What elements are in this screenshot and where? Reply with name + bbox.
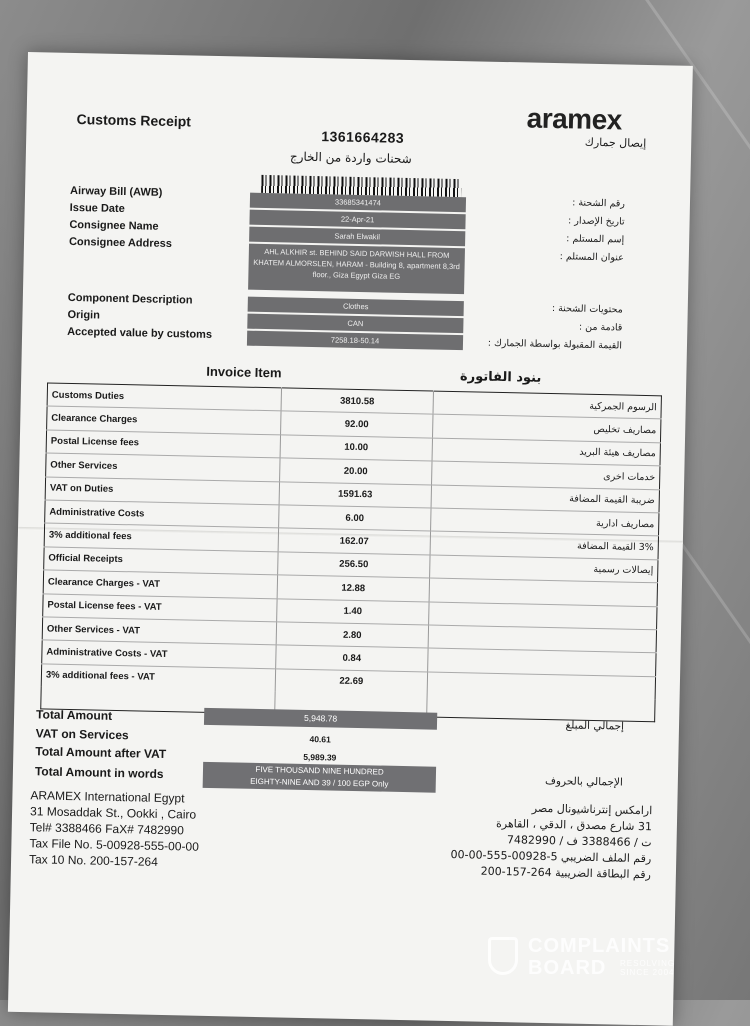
item-value: 0.84: [276, 645, 428, 672]
footer-line: Tax File No. 5-00928-555-00-00: [29, 836, 199, 854]
item-value: 256.50: [278, 552, 430, 579]
footer-line: Tel# 3388466 FaX# 7482990: [29, 820, 185, 838]
footer-line-ar: 31 شارع مصدق ، الدقي ، القاهرة: [495, 816, 653, 834]
item-value: 22.69: [339, 676, 364, 688]
invoice-heading-ar: بنود الفاتورة: [459, 369, 542, 386]
consignee-address-label-ar: عنوان المستلم :: [559, 251, 624, 264]
receipt-paper: [8, 52, 693, 1026]
total-after-vat-label: Total Amount after VAT: [35, 744, 167, 762]
item-name-ar: ضريبة القيمة المضافة: [431, 485, 660, 513]
item-name: Other Services - VAT: [42, 617, 277, 645]
item-name: 3% additional fees - VAT: [41, 664, 275, 692]
item-name: 3% additional fees: [44, 523, 279, 551]
item-value: 2.80: [276, 622, 428, 649]
invoice-items-table: [40, 382, 662, 722]
item-name: Clearance Charges: [47, 406, 282, 434]
footer-line: 31 Mosaddak St., Ookki , Cairo: [29, 804, 197, 822]
consignee-name-value: Sarah Elwakil: [249, 227, 465, 247]
item-name: Official Receipts: [44, 547, 279, 575]
item-name-ar: مصاريف تخليص: [432, 414, 661, 442]
footer-line: Tax 10 No. 200-157-264: [28, 852, 158, 869]
total-in-words-label: Total Amount in words: [34, 764, 164, 781]
origin-label: Origin: [67, 308, 101, 322]
total-amount-label-ar: إجمالي المبلغ: [565, 719, 625, 733]
vat-on-services-label: VAT on Services: [35, 726, 129, 743]
awb-label-ar: رقم الشحنة :: [572, 197, 626, 210]
total-in-words-line1: FIVE THOUSAND NINE HUNDRED: [255, 764, 384, 777]
item-value: 20.00: [280, 458, 432, 485]
origin-label-ar: قادمة من :: [578, 321, 623, 334]
total-in-words-label-ar: الإجمالي بالحروف: [544, 774, 623, 789]
item-name-ar: مصاريف هيئة البريد: [432, 438, 661, 466]
awb-value: 33685341474: [250, 193, 466, 213]
footer-line-ar: رقم البطاقة الضريبية 264-157-200: [480, 864, 652, 882]
receipt-title: Customs Receipt: [76, 111, 192, 130]
origin-value: CAN: [247, 314, 463, 334]
item-name: Postal License fees: [46, 430, 281, 458]
item-name: VAT on Duties: [45, 477, 280, 505]
item-name-ar: خدمات اخرى: [431, 461, 660, 489]
item-name: Clearance Charges - VAT: [43, 570, 278, 598]
footer-address-en: [29, 787, 271, 872]
awb-label: Airway Bill (AWB): [69, 184, 163, 199]
issue-date-label-ar: تاريخ الإصدار :: [567, 215, 625, 228]
footer-line-ar: ت / 3388466 ف / 7482990: [506, 833, 652, 850]
accepted-value-value: 7258.18-50.14: [247, 331, 463, 351]
footer-address-ar: [411, 798, 653, 883]
consignee-name-label: Consignee Name: [69, 218, 159, 233]
item-name-ar: إيصالات رسمية: [429, 555, 658, 583]
issue-date-value: 22-Apr-21: [249, 210, 465, 230]
total-amount-value: 5,948.78: [204, 708, 437, 730]
item-value: 1591.63: [279, 481, 431, 508]
item-name: Administrative Costs - VAT: [42, 640, 277, 668]
footer-line-ar: رقم الملف الضريبي 5-00928-555-00-00: [450, 848, 652, 866]
watermark-tag1: RESOLVING: [620, 959, 676, 968]
total-after-vat-value: 5,989.39: [303, 751, 337, 763]
footer-line-ar: ارامكس إنترناشيونال مصر: [531, 801, 653, 818]
watermark-tag2: SINCE 2004: [620, 968, 675, 977]
component-description-label-ar: محتويات الشحنة :: [551, 303, 623, 316]
item-name: Administrative Costs: [45, 500, 280, 528]
invoice-heading: Invoice Item: [206, 363, 282, 381]
vat-on-services-value: 40.61: [309, 734, 331, 745]
item-value: 162.07: [278, 528, 430, 555]
receipt-subtitle-ar: شحنات واردة من الخارج: [289, 149, 412, 167]
item-name: Customs Duties: [47, 383, 282, 411]
item-name-ar: مصاريف ادارية: [430, 508, 659, 536]
watermark-line1: COMPLAINTS: [528, 935, 671, 957]
receipt-number: 1361664283: [321, 128, 405, 146]
component-description-value: Clothes: [248, 297, 464, 317]
accepted-value-label: Accepted value by customs: [67, 325, 213, 341]
aramex-logo: aramex: [526, 102, 623, 136]
item-value: 10.00: [280, 435, 432, 462]
total-in-words-line2: EIGHTY-NINE AND 39 / 100 EGP Only: [250, 776, 389, 789]
component-description-label: Component Description: [67, 291, 193, 307]
watermark-line2: BOARD: [528, 957, 607, 979]
watermark-tagline: [620, 959, 675, 977]
issue-date-label: Issue Date: [69, 201, 125, 216]
footer-line: ARAMEX International Egypt: [30, 788, 185, 806]
consignee-address-value: AHL ALKHIR st. BEHIND SAID DARWISH HALL FROM KHATEM ALMORSLEN, HARAM - Building 8, apartment 8,3rd floor., Giza Egypt Giza EG: [248, 244, 465, 295]
item-name: Postal License fees - VAT: [43, 593, 278, 621]
total-amount-label: Total Amount: [35, 707, 113, 723]
consignee-name-label-ar: إسم المستلم :: [566, 233, 625, 246]
item-value: 6.00: [279, 505, 431, 532]
item-value: 1.40: [277, 598, 429, 625]
aramex-logo-ar: إيصال جمارك: [584, 135, 647, 150]
total-in-words-value: [203, 762, 436, 793]
item-value: 3810.58: [281, 388, 433, 415]
accepted-value-label-ar: القيمة المقبولة بواسطة الجمارك :: [487, 337, 623, 352]
shield-icon: [488, 937, 518, 975]
item-name-ar: الرسوم الجمركية: [433, 391, 662, 419]
consignee-address-label: Consignee Address: [68, 235, 173, 251]
item-name: Other Services: [46, 453, 281, 481]
item-name-ar: 3% القيمة المضافة: [430, 531, 659, 559]
item-value: 12.88: [277, 575, 429, 602]
item-value: 92.00: [281, 411, 433, 438]
